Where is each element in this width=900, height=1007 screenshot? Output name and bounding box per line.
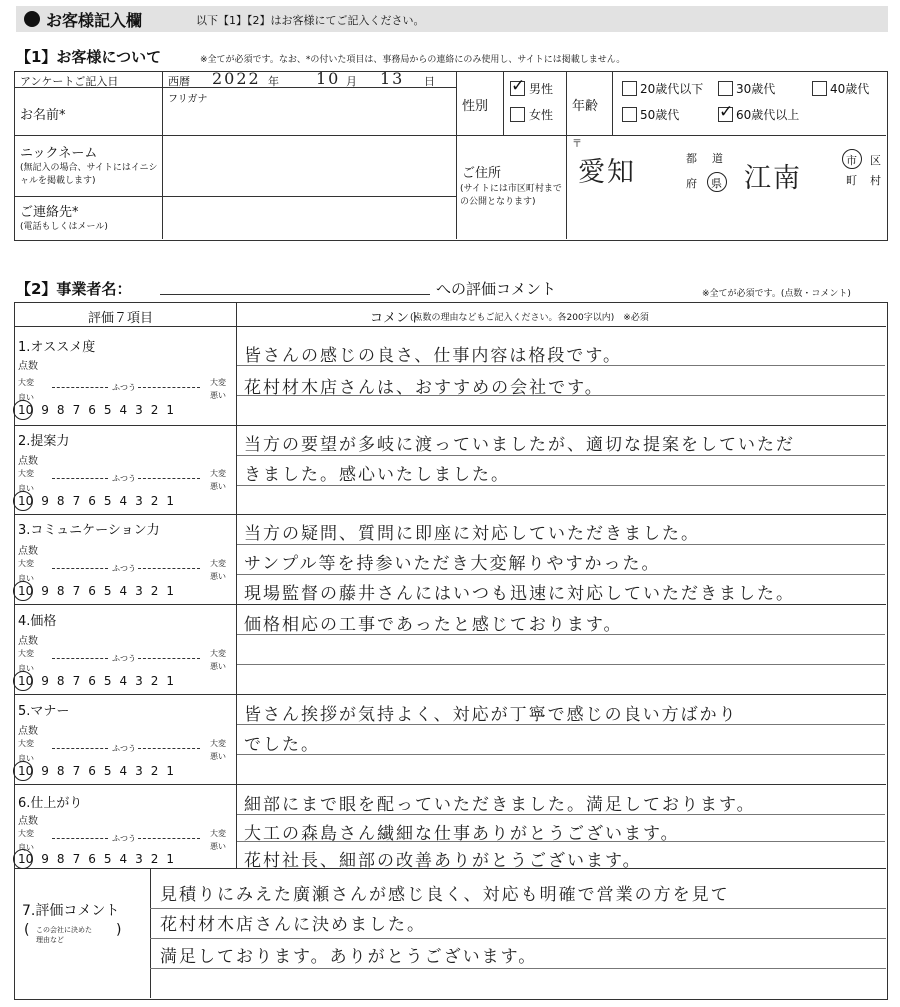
item7-name: 7.評価コメント (22, 903, 120, 919)
city-value: 江南 (744, 163, 802, 194)
item7-paren-close: ) (116, 922, 122, 938)
name-field[interactable] (168, 104, 452, 132)
age-50s-checkbox[interactable] (622, 107, 637, 122)
address-note: (サイトには市区町村までの公開となります) (460, 184, 562, 207)
item2-normal-label: ふつう (112, 474, 136, 483)
col-comment-header: コメント (370, 311, 423, 326)
item1-name: 1.オススメ度 (18, 340, 96, 355)
business-name-line (160, 294, 430, 295)
col-items-header: 評価７項目 (88, 311, 154, 326)
section1-title: 【1】お客様について (16, 48, 162, 66)
age-50s-label: 50歳代 (640, 108, 680, 122)
age-20s-label: 20歳代以下 (640, 82, 704, 96)
item4-name: 4.価格 (18, 614, 57, 629)
item6-score-scale[interactable]: 10 9 8 7 6 5 4 3 2 1 (18, 852, 175, 866)
gender-label: 性別 (462, 99, 489, 114)
col-comment-note: (点数の理由などもご記入ください。各200字以内) ※必須 (410, 313, 649, 323)
pref-unit-fu: 府 (686, 177, 697, 190)
item1-good-label: 良い (18, 393, 34, 402)
bullet-icon (24, 11, 40, 27)
item6-bad-label: 大変 (210, 829, 226, 838)
item2-name: 2.提案力 (18, 434, 70, 449)
item3-best-label: 大変 (18, 559, 34, 568)
item4-bad2-label: 悪い (210, 662, 226, 671)
age-40s-label: 40歳代 (830, 82, 870, 96)
item5-good-label: 良い (18, 754, 34, 763)
survey-year: 2022 (212, 69, 261, 88)
city-unit-machi: 町 (846, 174, 857, 187)
age-60s-label: 60歳代以上 (736, 108, 800, 122)
survey-day: 13 (380, 69, 405, 88)
gender-female-checkbox[interactable] (510, 107, 525, 122)
item2-best-label: 大変 (18, 469, 34, 478)
item6-comment-line3: 花村社長、細部の改善ありがとうございます。 (244, 851, 642, 871)
age-30s-label: 30歳代 (736, 82, 776, 96)
address-label: ご住所 (462, 166, 502, 181)
city-unit-mura: 村 (870, 174, 881, 187)
contact-note: (電話もしくはメール) (20, 222, 108, 232)
item2-selected-score-circle (13, 491, 33, 511)
item2-comment-line1: 当方の要望が多岐に渡っていましたが、適切な提案をしていただ (244, 435, 795, 455)
item5-best-label: 大変 (18, 739, 34, 748)
item1-score-label: 点数 (18, 361, 38, 372)
month-unit: 月 (346, 75, 357, 88)
item2-comment-line2: きました。感心いたしました。 (244, 465, 510, 485)
age-60s-checkbox[interactable] (718, 107, 733, 122)
item5-normal-label: ふつう (112, 744, 136, 753)
header-subtitle: 以下【1】【2】はお客様にてご記入ください。 (196, 14, 425, 27)
contact-field[interactable] (168, 200, 452, 236)
header-title: お客様記入欄 (46, 11, 143, 30)
item3-name: 3.コミュニケーション力 (18, 523, 160, 538)
item2-bad-label: 大変 (210, 469, 226, 478)
form-header (16, 6, 888, 32)
item7-comment-line1: 見積りにみえた廣瀬さんが感じ良く、対応も明確で営業の方を見て (160, 885, 730, 905)
item1-score-scale[interactable]: 10 9 8 7 6 5 4 3 2 1 (18, 403, 175, 417)
item6-good-label: 良い (18, 843, 34, 852)
item7-paren-open: ( (24, 922, 30, 938)
section1-note: ※全てが必須です。なお、*の付いた項目は、事務局からの連絡にのみ使用し、サイトには掲載しません。 (200, 55, 626, 65)
postal-mark: 〒 (572, 139, 582, 150)
item1-bad-label: 大変 (210, 378, 226, 387)
item5-comment-line1: 皆さん挨拶が気持よく、対応が丁寧で感じの良い方ばかり (244, 705, 738, 725)
item3-normal-label: ふつう (112, 564, 136, 573)
city-unit-shi: 市 (846, 154, 857, 167)
item5-selected-score-circle (13, 761, 33, 781)
item7-note1: この会社に決めた (36, 926, 92, 934)
item7-note2: 理由など (36, 936, 64, 944)
nickname-note: (無記入の場合、サイトにはイニシャルを掲載します) (20, 163, 158, 186)
item3-score-label: 点数 (18, 546, 38, 557)
item6-bad2-label: 悪い (210, 842, 226, 851)
item5-score-scale[interactable]: 10 9 8 7 6 5 4 3 2 1 (18, 764, 175, 778)
item3-selected-score-circle (13, 581, 33, 601)
item1-selected-score-circle (13, 400, 33, 420)
pref-unit-dou: 道 (712, 152, 723, 165)
item3-score-scale[interactable]: 10 9 8 7 6 5 4 3 2 1 (18, 584, 175, 598)
item7-comment-line3: 満足しております。ありがとうございます。 (160, 947, 538, 967)
age-40s-checkbox[interactable] (812, 81, 827, 96)
furigana-label: フリガナ (168, 94, 208, 105)
item7-comment-line2: 花村材木店さんに決めました。 (160, 915, 426, 935)
survey-month: 10 (316, 69, 341, 88)
item4-score-scale[interactable]: 10 9 8 7 6 5 4 3 2 1 (18, 674, 175, 688)
item5-bad2-label: 悪い (210, 752, 226, 761)
item6-normal-label: ふつう (112, 834, 136, 843)
item6-comment-line2: 大工の森島さん繊細な仕事ありがとうございます。 (244, 824, 680, 844)
item4-score-label: 点数 (18, 636, 38, 647)
item3-bad2-label: 悪い (210, 572, 226, 581)
item6-score-label: 点数 (18, 816, 38, 827)
survey-date-label: アンケートご記入日 (20, 75, 119, 88)
era-label: 西暦 (168, 75, 190, 88)
prefecture-value: 愛知 (578, 157, 636, 188)
item3-comment-line2: サンプル等を持参いただき大変解りやすかった。 (244, 554, 661, 574)
nickname-label: ニックネーム (20, 146, 98, 161)
section2-title-suffix: への評価コメント (436, 280, 557, 298)
item3-comment-line1: 当方の疑問、質問に即座に対応していただきました。 (244, 524, 700, 544)
item5-score-label: 点数 (18, 726, 38, 737)
age-30s-checkbox[interactable] (718, 81, 733, 96)
item2-score-scale[interactable]: 10 9 8 7 6 5 4 3 2 1 (18, 494, 175, 508)
gender-male-checkbox[interactable] (510, 81, 525, 96)
item3-comment-line3: 現場監督の藤井さんにはいつも迅速に対応していただきました。 (244, 584, 795, 604)
item6-best-label: 大変 (18, 829, 34, 838)
pref-unit-to: 都 (686, 152, 697, 165)
section2-note: ※全てが必須です。(点数・コメント) (702, 289, 851, 299)
item2-score-label: 点数 (18, 456, 38, 467)
item2-good-label: 良い (18, 484, 34, 493)
item4-comment-line1: 価格相応の工事であったと感じております。 (244, 615, 623, 635)
item4-good-label: 良い (18, 664, 34, 673)
pref-unit-ken: 県 (711, 177, 722, 190)
contact-label: ご連絡先* (20, 205, 79, 220)
item1-comment-line1: 皆さんの感じの良さ、仕事内容は格段です。 (244, 346, 622, 366)
item3-good-label: 良い (18, 574, 34, 583)
item2-bad2-label: 悪い (210, 482, 226, 491)
nickname-field[interactable] (168, 140, 452, 192)
gender-female-label: 女性 (529, 108, 554, 122)
item4-bad-label: 大変 (210, 649, 226, 658)
item1-normal-label: ふつう (112, 383, 136, 392)
item1-bad2-label: 悪い (210, 391, 226, 400)
city-unit-ku: 区 (870, 154, 881, 167)
item5-comment-line2: でした。 (244, 735, 320, 755)
item5-bad-label: 大変 (210, 739, 226, 748)
item1-best-label: 大変 (18, 378, 34, 387)
year-unit: 年 (268, 75, 279, 88)
age-20s-checkbox[interactable] (622, 81, 637, 96)
item3-bad-label: 大変 (210, 559, 226, 568)
item6-comment-line1: 細部にまで眼を配っていただきました。満足しております。 (244, 795, 756, 815)
item4-best-label: 大変 (18, 649, 34, 658)
gender-male-label: 男性 (529, 82, 554, 96)
item4-selected-score-circle (13, 671, 33, 691)
item6-selected-score-circle (13, 849, 33, 869)
age-label: 年齢 (572, 99, 599, 114)
day-unit: 日 (424, 75, 435, 88)
section2-title: 【2】事業者名： (16, 280, 132, 298)
item5-name: 5.マナー (18, 704, 70, 719)
item4-normal-label: ふつう (112, 654, 136, 663)
item6-name: 6.仕上がり (18, 796, 83, 811)
name-label: お名前* (20, 108, 66, 123)
item1-comment-line2: 花村材木店さんは、おすすめの会社です。 (244, 378, 604, 398)
